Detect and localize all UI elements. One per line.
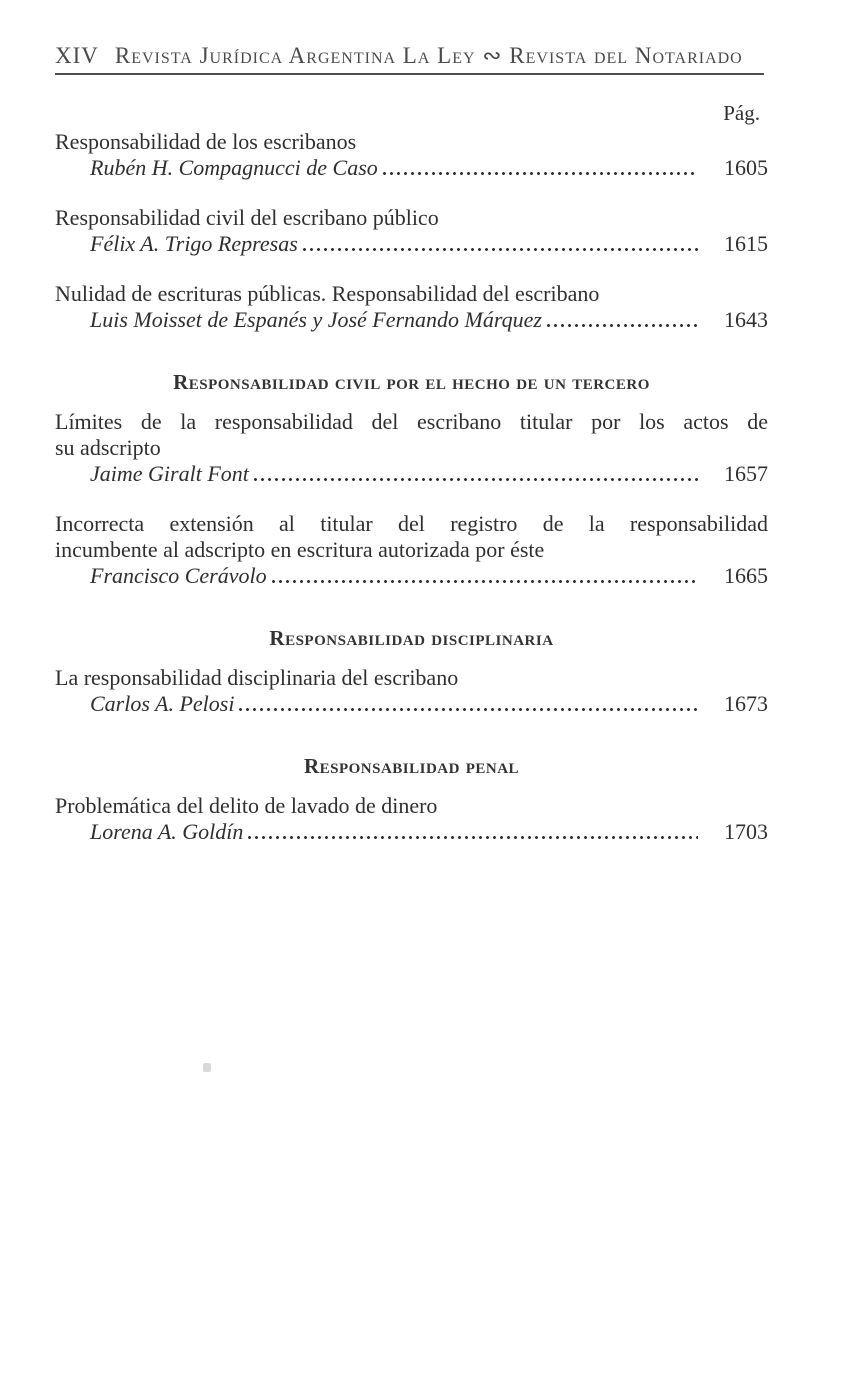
- entry-title-line: La responsabilidad disciplinaria del escribano: [55, 665, 459, 690]
- toc-entry: [55, 665, 768, 717]
- entry-title-line: Incorrecta extensión al titular del registro de la responsabilidad: [55, 511, 768, 536]
- section-heading: Responsabilidad disciplinaria: [269, 626, 554, 650]
- entry-page-number: 1665: [724, 563, 768, 588]
- header-rule: [55, 73, 764, 75]
- toc-list: [55, 129, 768, 845]
- toc-entry: [55, 205, 768, 257]
- entry-page-number: 1673: [724, 691, 768, 716]
- entry-author: Jaime Giralt Font: [90, 461, 249, 486]
- toc-entry: [55, 129, 768, 181]
- entry-author: Carlos A. Pelosi: [90, 691, 235, 716]
- entry-page-number: 1615: [724, 231, 768, 256]
- entry-author-row: [55, 819, 768, 845]
- dot-leader: [381, 155, 698, 181]
- entry-author-row: [55, 563, 768, 589]
- entry-title: [55, 205, 768, 231]
- toc-entry: [55, 409, 768, 487]
- toc-entry: [55, 281, 768, 333]
- entry-page-number: 1657: [724, 461, 768, 486]
- folio-page-number: XIV: [55, 43, 99, 68]
- entry-author-row: [55, 231, 768, 257]
- entry-author: Rubén H. Compagnucci de Caso: [90, 155, 378, 180]
- dot-leader: [237, 691, 698, 717]
- entry-author: Lorena A. Goldín: [90, 819, 244, 844]
- entry-title: [55, 409, 768, 461]
- journal-title: Revista Jurídica Argentina La Ley ∾ Revista del Notariado: [114, 43, 743, 68]
- entry-title-line: Límites de la responsabilidad del escribano titular por los actos de: [55, 409, 768, 434]
- dot-leader: [246, 819, 698, 845]
- page-column-label: Pág.: [723, 101, 760, 125]
- section-heading: Responsabilidad civil por el hecho de un tercero: [173, 370, 650, 394]
- running-header: [55, 42, 768, 75]
- entry-title-line: Problemática del delito de lavado de dinero: [55, 793, 438, 818]
- dot-leader: [252, 461, 698, 487]
- entry-title: [55, 793, 768, 819]
- entry-author: Félix A. Trigo Represas: [90, 231, 298, 256]
- page-content: [55, 0, 768, 845]
- entry-title-line: Responsabilidad de los escribanos: [55, 129, 357, 154]
- entry-author-row: [55, 155, 768, 181]
- toc-entry: [55, 511, 768, 589]
- entry-title: [55, 511, 768, 563]
- entry-page-number: 1703: [724, 819, 768, 844]
- toc-entry: [55, 793, 768, 845]
- section-heading: Responsabilidad penal: [303, 754, 520, 778]
- entry-title: [55, 665, 768, 691]
- dot-leader: [270, 563, 698, 589]
- entry-title-line: su adscripto: [55, 435, 161, 460]
- entry-page-number: 1643: [724, 307, 768, 332]
- entry-title: [55, 129, 768, 155]
- entry-author-row: [55, 691, 768, 717]
- dot-leader: [545, 307, 698, 333]
- running-header-row: [55, 42, 768, 70]
- entry-title-line: incumbente al adscripto en escritura autorizada por éste: [55, 537, 545, 562]
- entry-title: [55, 281, 768, 307]
- entry-author-row: [55, 461, 768, 487]
- dot-leader: [301, 231, 698, 257]
- entry-title-line: Nulidad de escrituras públicas. Responsabilidad del escribano: [55, 281, 600, 306]
- entry-author: Francisco Cerávolo: [90, 563, 267, 588]
- entry-author: Luis Moisset de Espanés y José Fernando Márquez: [90, 307, 542, 332]
- entry-title-line: Responsabilidad civil del escribano público: [55, 205, 439, 230]
- entry-author-row: [55, 307, 768, 333]
- entry-page-number: 1605: [724, 155, 768, 180]
- scan-artifact-dot: [203, 1063, 211, 1072]
